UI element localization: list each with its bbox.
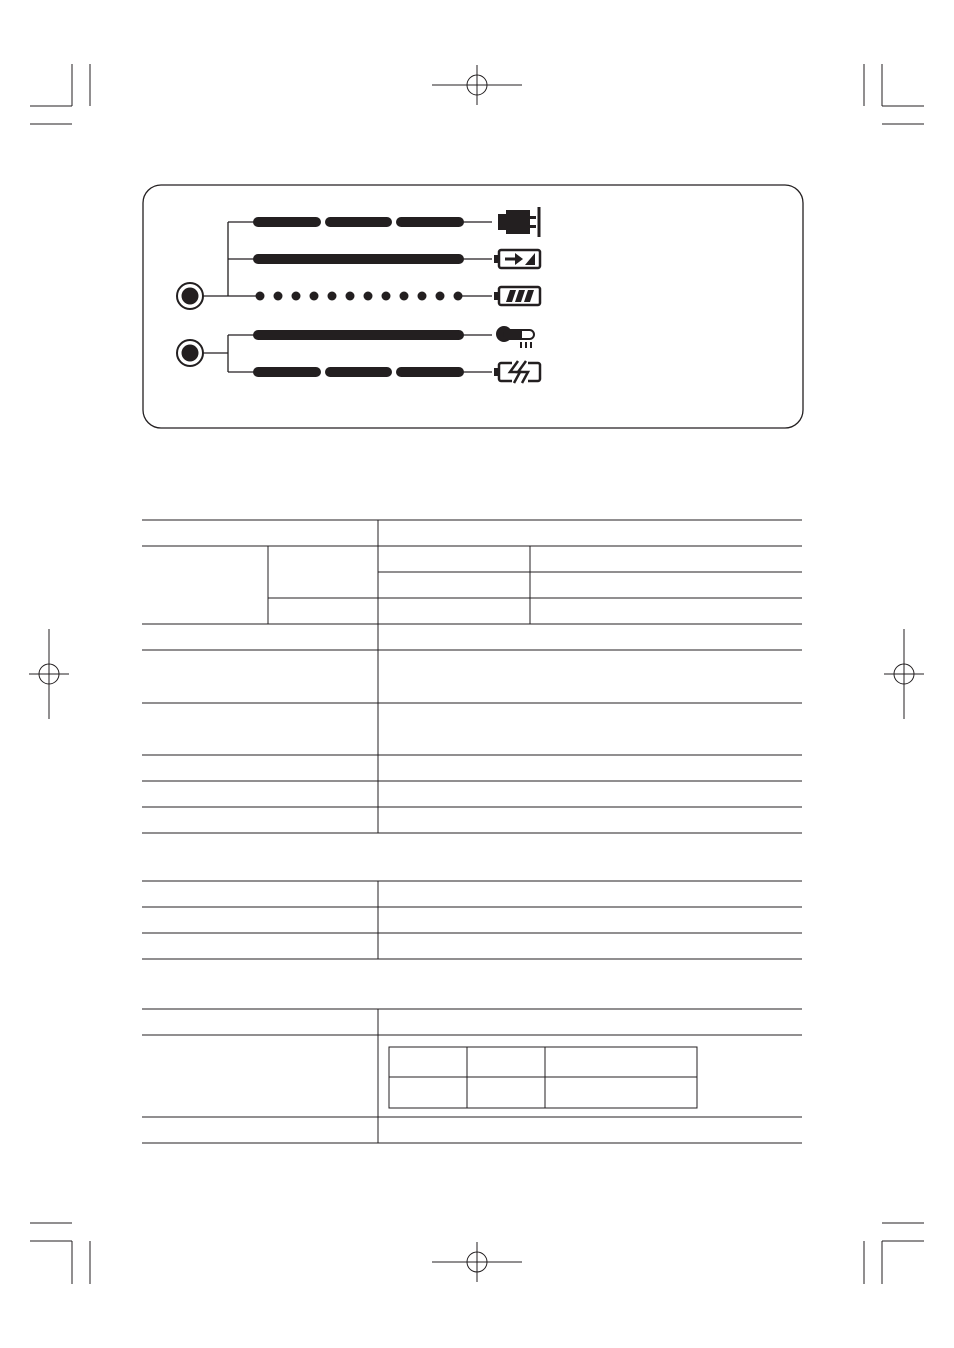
plug-icon	[498, 207, 539, 237]
indicator-panel	[143, 185, 803, 428]
battery-fault-icon	[494, 360, 540, 384]
crop-marks	[30, 64, 924, 1284]
full-battery-icon	[494, 287, 540, 305]
pattern-dotted	[256, 292, 463, 301]
led-indicator-top	[177, 283, 203, 309]
registration-target-top	[432, 65, 522, 105]
thermometer-icon	[496, 326, 534, 348]
main-spec-table	[142, 520, 802, 833]
lower-table	[142, 1009, 802, 1143]
registration-target-left	[29, 629, 69, 719]
secondary-table	[142, 881, 802, 959]
registration-target-right	[884, 629, 924, 719]
lower-table-inner-grid	[389, 1047, 697, 1108]
charging-arrow-battery-icon	[494, 250, 540, 268]
registration-target-bottom	[432, 1242, 522, 1282]
led-indicator-bottom	[177, 340, 203, 366]
